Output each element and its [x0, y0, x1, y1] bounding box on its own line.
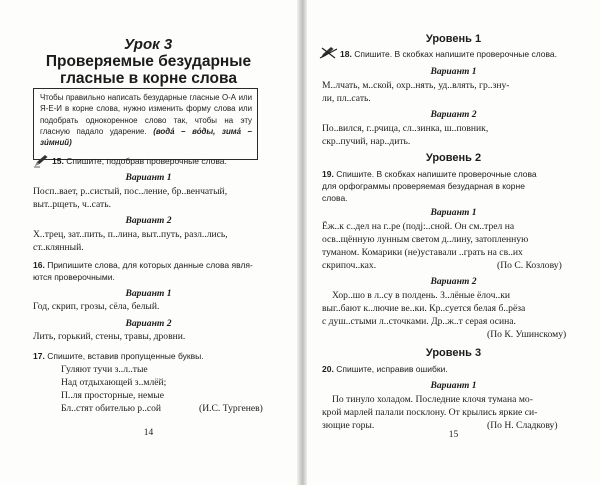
ex16-variant1-heading: Вариант 1 [125, 288, 172, 299]
ex18-task [340, 48, 557, 60]
ex15-variant1-heading: Вариант 1 [125, 172, 172, 183]
level2-heading: Уровень 2 [425, 152, 482, 164]
ex18-number: 18. [340, 49, 352, 59]
ex16-task-line2: ются проверочными. [33, 272, 115, 282]
ex16-variant2-heading: Вариант 2 [125, 318, 172, 329]
ex20-variant1-line2: крой марлей палали посклону. От крылись яркие си- [322, 407, 538, 418]
ex19-task-line3: слова. [322, 193, 348, 203]
ex19-number: 19. [322, 169, 334, 179]
ex19-variant2-author: (По К. Ушинскому) [487, 329, 567, 340]
rule-text [40, 92, 252, 148]
level3-heading: Уровень 3 [425, 347, 482, 359]
ex19-variant1-line3: туманом. Комарики (не)уставали ..грать на св..их [322, 247, 523, 258]
rule-text-main: Чтобы правильно написать безударные гласные О-А или Я-Е-И в корне слова, нужно изменить форму слова или подобрать однокоренное слово так, чтобы на эту гласную падало ударение. [40, 93, 252, 136]
ex18-variant1-line2: ли, пл..сать. [322, 93, 371, 104]
ex15-task [52, 155, 227, 167]
ex18-variant2-heading: Вариант 2 [430, 109, 477, 120]
ex18-variant1-line1: М..лчать, м..ской, охр..нять, уд..влять, гр..зну- [322, 80, 510, 91]
page-number-left: 14 [143, 428, 154, 438]
ex16-number: 16. [33, 260, 45, 270]
ex17-poem-line4: Бл..стят обителью р..сой [61, 403, 162, 414]
pencil-icon [33, 154, 49, 168]
ex17-task [33, 350, 204, 362]
right-page [307, 0, 600, 485]
ex19-variant2-line2: выг..бают к..лючие ве..ки. Кр..суется белая б..рёза [322, 303, 526, 314]
left-page [0, 0, 297, 485]
ex19-variant1-author: (По С. Козлову) [497, 260, 562, 271]
page-number-right: 15 [448, 430, 459, 440]
ex17-author: (И.С. Тургенев) [199, 403, 263, 414]
ex15-variant1-line1: Посп..вает, р..систый, пос..ление, бр..венчатый, [33, 186, 228, 197]
rule-box [33, 88, 258, 160]
ex19-task-line1 [322, 168, 537, 180]
ex15-variant1-line2: выт..рщеть, ч..сать. [33, 199, 112, 210]
ex19-variant2-line1: Хор..шо в л..су в полдень. З..лёные ёлоч..ки [332, 290, 510, 301]
ex18-task-text: Спишите. В скобках напишите проверочные слова. [354, 49, 558, 59]
ex20-variant1-line1: По тинуло холадом. Последние клочя тумана мо- [332, 394, 533, 405]
level1-heading: Уровень 1 [425, 33, 482, 45]
ex17-number: 17. [33, 351, 45, 361]
lesson-title-line1: Проверяемые безударные [45, 53, 252, 70]
ex19-variant1-heading: Вариант 1 [430, 207, 477, 218]
crossed-pencil-icon [319, 46, 339, 60]
ex19-variant1-line1: Ёж..к с..дел на г..ре (подј:..сной. Он см..трел на [322, 221, 515, 232]
ex18-variant2-line2: скр..пучий, нар..дить. [322, 136, 411, 147]
lesson-heading: Урок 3 [124, 36, 173, 53]
ex19-task-line2: для орфограммы проверяемая безударная в корне [322, 181, 525, 191]
ex15-number: 15. [52, 156, 64, 166]
rule-example: (вода́ – во́ды, зима́ – зи́мний) [40, 126, 252, 148]
ex17-poem-line3: П..ля просторные, немые [61, 390, 165, 401]
ex16-variant1-line1: Год, скрип, грозы, сёла, белый. [33, 301, 160, 312]
ex18-variant2-line1: По..вился, г..рчица, сл..зинка, ш..повник, [322, 123, 489, 134]
ex20-variant1-line3: зющие горы. [322, 420, 375, 431]
ex19-variant1-line2: осв..щённую лунным светом д..лину, затопленную [322, 234, 529, 245]
ex16-task-line1 [33, 259, 253, 271]
ex19-variant1-line4: скрипоч..ках. [322, 260, 377, 271]
ex15-variant2-heading: Вариант 2 [125, 215, 172, 226]
book-gutter [297, 0, 307, 485]
ex18-variant1-heading: Вариант 1 [430, 66, 477, 77]
ex17-task-text: Спишите, вставив пропущенные буквы. [47, 351, 204, 361]
ex15-variant2-line1: Х..трец, зат..пить, п..лина, выт..путь, разл..лись, [33, 229, 228, 240]
lesson-title-line2: гласные в корне слова [60, 70, 237, 87]
ex19-variant2-heading: Вариант 2 [430, 276, 477, 287]
ex15-variant2-line2: ст..клянный. [33, 242, 84, 253]
ex20-variant1-heading: Вариант 1 [430, 380, 477, 391]
ex20-number: 20. [322, 364, 334, 374]
ex20-task-text: Спишите, исправив ошибки. [336, 364, 448, 374]
ex19-variant2-line3: с душ..стыми л..сточками. Др..ж..т серая осина. [322, 316, 516, 327]
ex16-variant2-line1: Лить, горький, стены, травы, дровни. [33, 331, 186, 342]
ex16-task-text: Припишите слова, для которых данные слова явля- [47, 260, 253, 270]
ex15-task-text: Спишите, подобрав проверочные слова. [66, 156, 227, 166]
ex20-task [322, 363, 448, 375]
ex19-task-text: Спишите. В скобках напишите проверочные слова [336, 169, 537, 179]
ex20-variant1-author: (По Н. Сладкову) [487, 420, 558, 431]
ex17-poem-line2: Над отдыхающей з..млёй; [61, 377, 167, 388]
ex17-poem-line1: Гуляют тучи з..л..тые [61, 364, 148, 375]
